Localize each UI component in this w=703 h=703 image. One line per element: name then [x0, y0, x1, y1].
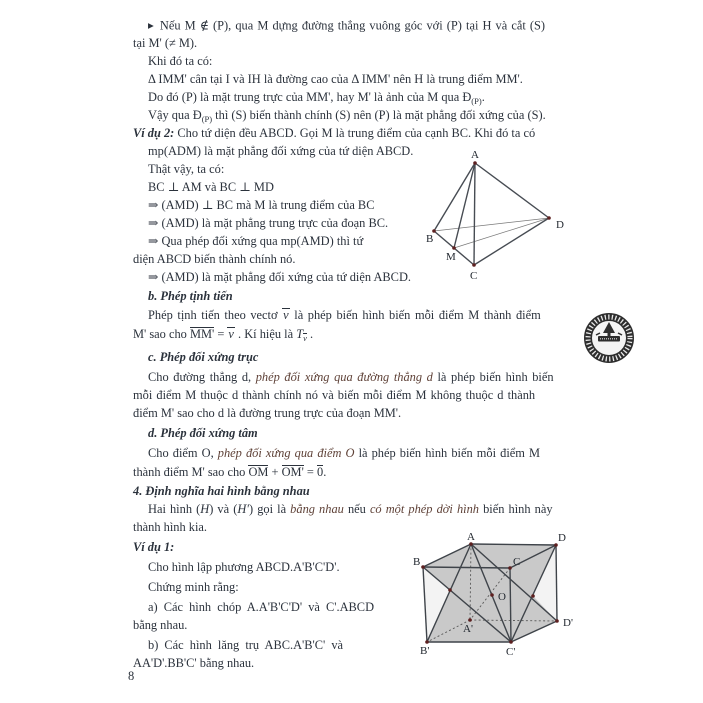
text-line: 4. Định nghĩa hai hình bằng nhau	[133, 484, 310, 498]
text-line: tại M' (≠ M).	[133, 36, 198, 50]
text-line: ⇒ (AMD) là mặt phẳng đối xứng của tứ diện ABCD.	[148, 270, 411, 284]
text-line: Δ IMM' cân tại I và IH là đường cao của Δ IMM' nên H là trung điểm MM'.	[148, 72, 523, 86]
figure-edge	[454, 163, 475, 248]
text-line: ⇒ Qua phép đối xứng qua mp(AMD) thì tứ	[148, 234, 364, 248]
text-line: M' sao cho MM' = v . Kí hiệu là Tv .	[133, 327, 314, 343]
text-line: Chứng minh rằng:	[148, 580, 239, 594]
figure-edge	[475, 163, 549, 218]
text-line: mỗi điểm M thuộc d thành chính nó và biến mỗi điểm M không thuộc d thành	[133, 388, 536, 402]
tetrahedron-figure	[415, 145, 580, 287]
vertex-label: B'	[420, 645, 430, 657]
vertex-label: D'	[563, 617, 573, 629]
vertex-dot	[425, 640, 429, 644]
vertex-label: M	[446, 251, 456, 263]
text-line: điểm M' sao cho d là đường trung trực của đoạn MM'.	[133, 406, 402, 420]
vertex-label: C	[470, 270, 478, 282]
text-line: Ví dụ 2: Cho tứ diện đều ABCD. Gọi M là trung điểm của cạnh BC. Khi đó ta có	[133, 126, 536, 140]
vertex-dot	[472, 263, 476, 267]
vertex-label: O	[498, 591, 506, 603]
vertex-dot	[452, 246, 456, 250]
figure-edge	[434, 163, 475, 231]
vertex-label: A'	[463, 623, 473, 635]
text-line: Hai hình (H) và (H') gọi là bằng nhau nếu có một phép dời hình biến hình này	[148, 502, 553, 516]
text-line: Khi đó ta có:	[148, 54, 213, 68]
text-line: Phép tịnh tiến theo vectơ v là phép biến hình biến mỗi điểm M thành điểm	[148, 308, 541, 322]
figure-edge	[454, 218, 549, 248]
text-line: b. Phép tịnh tiến	[148, 289, 233, 303]
stamp-emblem-trunk	[608, 331, 611, 336]
vertex-dot	[555, 619, 559, 623]
text-line: ⇒ (AMD) ⊥ BC mà M là trung điểm của BC	[148, 198, 375, 212]
text-line: Vậy qua $Đ_{(P)}$ thì (S) biến thành chính (S) nên (P) là mặt phẳng đối xứng của (S).	[148, 108, 546, 124]
vertex-label: D	[558, 532, 566, 544]
text-line: b) Các hình lăng trụ ABC.A'B'C' và	[148, 638, 344, 652]
vertex-label: B	[426, 233, 434, 245]
text-line: d. Phép đối xứng tâm	[148, 426, 258, 440]
vertex-dot	[448, 588, 452, 592]
vertex-dot	[509, 640, 513, 644]
vertex-label: A	[467, 531, 475, 543]
text-line: thành điểm M' sao cho OM + OM' = 0.	[133, 465, 327, 479]
text-line: Do đó (P) là mặt trung trực của MM', hay M' là ảnh của M qua $Đ_{(P)}$.	[148, 90, 485, 106]
text-line: ⇒ (AMD) là mặt phẳng trung trực của đoạn BC.	[148, 216, 389, 230]
figure-edge	[474, 163, 475, 265]
vertex-dot	[421, 565, 425, 569]
cube-figure	[410, 530, 582, 672]
text-line: mp(ADM) là mặt phẳng đối xứng của tứ diện ABCD.	[148, 144, 414, 158]
text-line: a) Các hình chóp A.A'B'C'D' và C'.ABCD	[148, 600, 375, 614]
vertex-dot	[490, 593, 494, 597]
vertex-label: D	[556, 219, 564, 231]
library-stamp-icon	[580, 309, 640, 369]
vertex-dot	[508, 566, 512, 570]
vertex-label: B	[413, 556, 421, 568]
page-number: 8	[128, 669, 135, 683]
vertex-dot	[547, 216, 551, 220]
text-line: ▶ Nếu M ∉ (P), qua M dựng đường thẳng vuông góc với (P) tại H và cắt (S)	[148, 18, 546, 33]
text-line: Cho hình lập phương ABCD.A'B'C'D'.	[148, 560, 340, 574]
text-line: Cho điểm O, phép đối xứng qua điểm O là phép biến hình biến mỗi điểm M	[148, 446, 541, 460]
text-line: c. Phép đối xứng trục	[148, 350, 259, 364]
text-line: Ví dụ 1:	[133, 540, 175, 554]
vertex-dot	[531, 594, 535, 598]
vertex-dot	[468, 618, 472, 622]
figure-edge	[556, 545, 557, 621]
text-line: AA'D'.BB'C' bằng nhau.	[133, 656, 255, 670]
vertex-dot	[473, 161, 477, 165]
figure-edge	[471, 544, 556, 545]
vertex-label: A	[471, 149, 479, 161]
vertex-label: C'	[506, 646, 516, 658]
text-line: BC ⊥ AM và BC ⊥ MD	[148, 180, 274, 194]
text-line: diện ABCD biến thành chính nó.	[133, 252, 296, 266]
text-line: thành hình kia.	[133, 520, 207, 534]
text-line: Thật vậy, ta có:	[148, 162, 225, 176]
vertex-label: C	[513, 556, 521, 568]
text-line: Cho đường thẳng d, phép đối xứng qua đường thẳng d là phép biến hình biến	[148, 370, 554, 384]
text-line: bằng nhau.	[133, 618, 188, 632]
